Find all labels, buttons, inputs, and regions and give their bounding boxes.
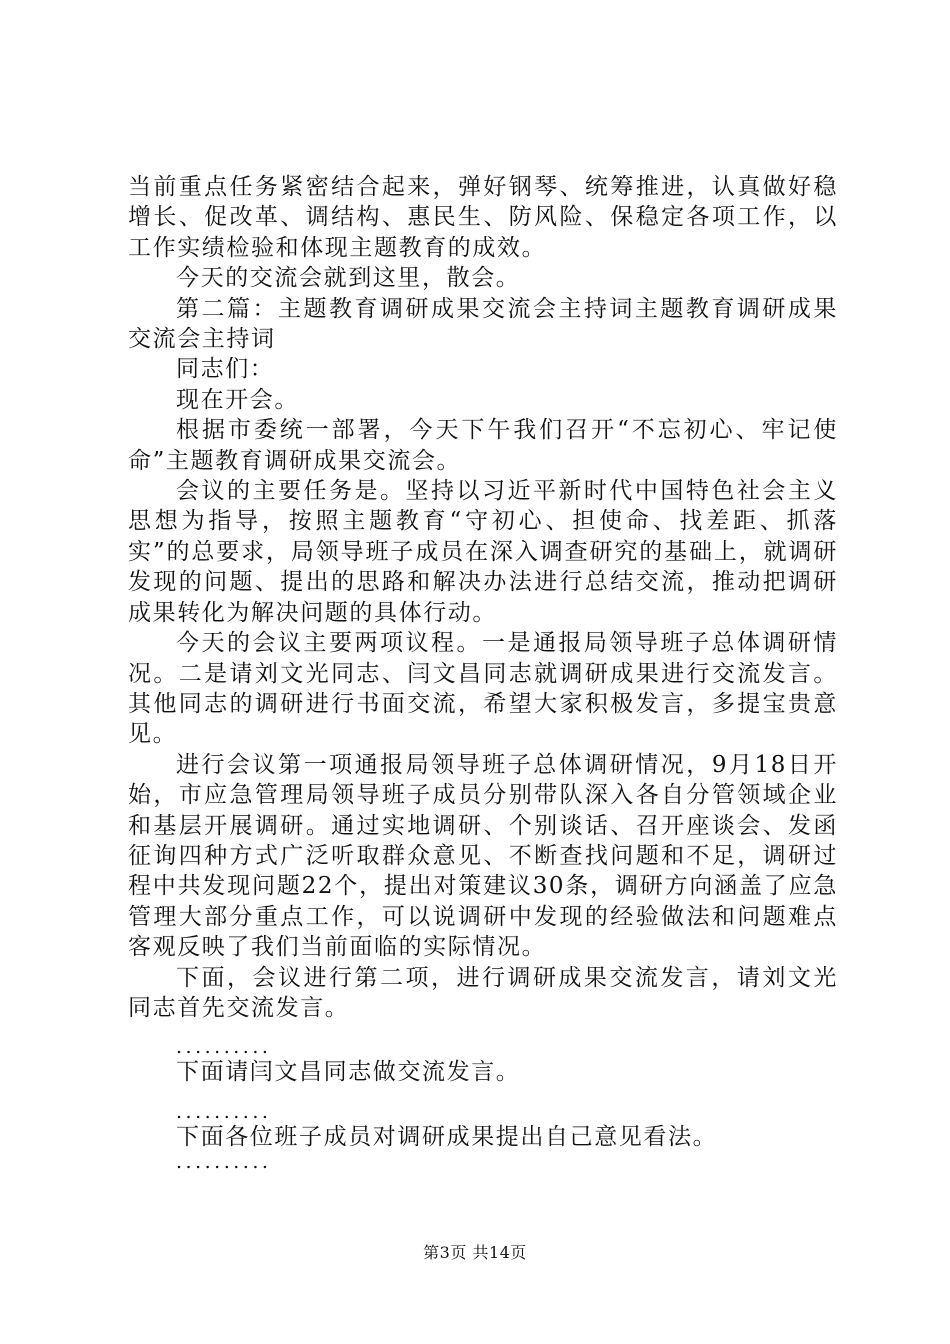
paragraph-second-item: 下面，会议进行第二项，进行调研成果交流发言，请刘文光同志首先交流发言。: [128, 964, 838, 1021]
paragraph-agenda: 今天的会议主要两项议程。一是通报局领导班子总体调研情况。二是请刘文光同志、闫文昌同志就调研成果进行交流发言。其他同志的调研进行书面交流，希望大家积极发言，多提宝贵意见。: [128, 630, 838, 748]
paragraph-adjourn: 今天的交流会就到这里，散会。: [176, 265, 521, 292]
paragraph-continuation: 当前重点任务紧密结合起来，弹好钢琴、统筹推进，认真做好稳增长、促改革、调结构、惠民生、防风险、保稳定各项工作，以工作实绩检验和体现主题教育的成效。: [128, 174, 838, 261]
section-heading: 第二篇：主题教育调研成果交流会主持词主题教育调研成果交流会主持词: [128, 295, 838, 353]
document-body: [128, 172, 838, 1172]
paragraph-members-opinions: 下面各位班子成员对调研成果提出自己意见看法。: [176, 1123, 718, 1150]
paragraph-next-speaker: 下面请闫文昌同志做交流发言。: [176, 1059, 521, 1086]
paragraph-first-item: 进行会议第一项通报局领导班子总体调研情况，9月18日开始，市应急管理局领导班子成员分别带队深入各自分管领域企业和基层开展调研。通过实地调研、个别谈话、召开座谈会、发函征询四种方式广泛听取群众意见、不断查找问题和不足，调研过程中共发现问题22个，提出对策建议30条，调研方向涵盖了应急管理大部分重点工作，可以说调研中发现的经验做法和问题难点客观反映了我们当前面临的实际情况。: [128, 751, 838, 961]
paragraph-open-meeting: 现在开会。: [176, 386, 299, 413]
ellipsis-divider: ..........: [176, 1036, 272, 1059]
paragraph-deployment: 根据市委统一部署，今天下午我们召开“不忘初心、牢记使命”主题教育调研成果交流会。: [128, 417, 838, 474]
ellipsis-divider: ..........: [176, 1151, 272, 1174]
paragraph-main-task: 会议的主要任务是。坚持以习近平新时代中国特色社会主义思想为指导，按照主题教育“守初心、担使命、找差距、抓落实”的总要求，局领导班子成员在深入调查研究的基础上，就调研发现的问题、提出的思路和解决办法进行总结交流，推动把调研成果转化为解决问题的具体行动。: [128, 478, 838, 626]
paragraph-salutation: 同志们：: [176, 356, 275, 383]
page-number-footer: 第3页 共14页: [423, 1243, 527, 1262]
ellipsis-divider: ..........: [176, 1100, 272, 1123]
